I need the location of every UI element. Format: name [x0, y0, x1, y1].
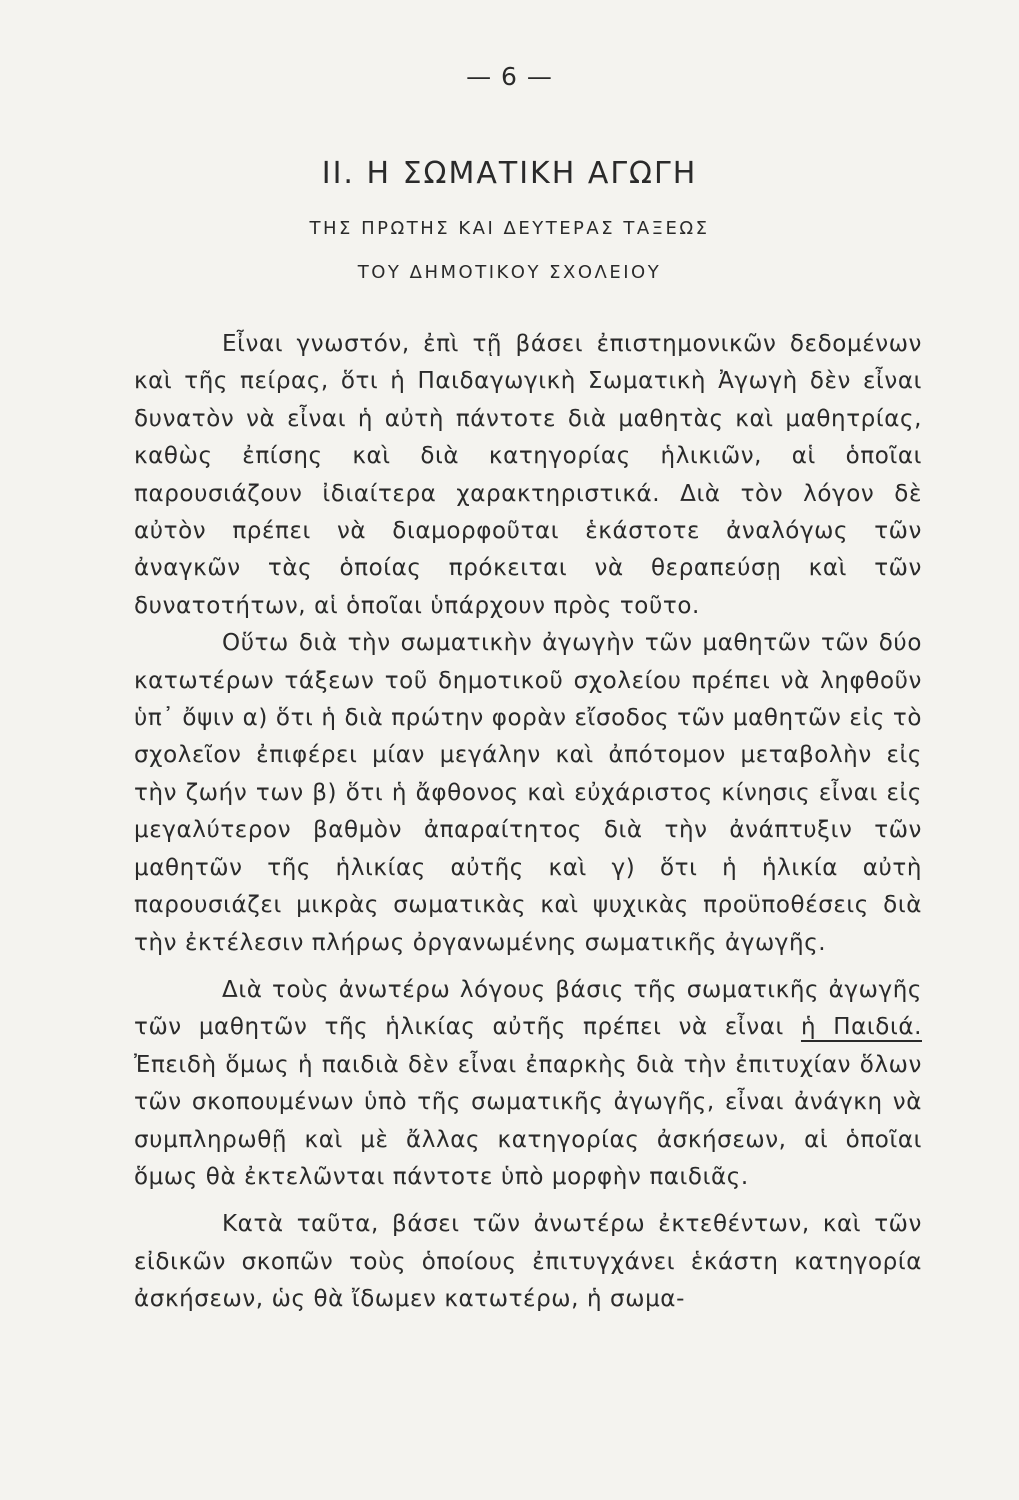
chapter-title: II. Η ΣΩΜΑΤΙΚΗ ΑΓΩΓΗ	[321, 156, 698, 191]
page-number: — 6 —	[466, 62, 553, 91]
paragraph-4: Κατὰ ταῦτα, βάσει τῶν ἀνωτέρω ἐκτεθέντων, καὶ τῶν εἰδικῶν σκοπῶν τοὺς ὁποίους ἐπιτυγχάνει ἑκάστη κατηγορία ἀσκήσεων, ὡς θὰ ἴδωμεν κατωτέρω, ἡ σωμα-	[134, 1211, 922, 1313]
paragraph-3-end: Ἐπειδὴ ὅμως ἡ παιδιὰ δὲν εἶναι ἐπαρκὴς διὰ τὴν ἐπιτυχίαν ὅλων τῶν σκοπουμένων ὑπὸ τῆς σωματικῆς ἀγωγῆς, εἶναι ἀνάγκη νὰ συμπληρωθῇ καὶ μὲ ἄλλας κατηγορίας ἀσκήσεων, αἱ ὁποῖαι ὅμως θὰ ἐκτελῶνται πάντοτε ὑπὸ μορφὴν παιδιᾶς.	[134, 1051, 922, 1190]
paragraph-3	[134, 972, 922, 1196]
body-text	[134, 326, 922, 1319]
chapter-subtitle-line1: ΤΗΣ ΠΡΩΤΗΣ ΚΑΙ ΔΕΥΤΕΡΑΣ ΤΑΞΕΩΣ	[309, 218, 710, 239]
paragraph-1: Εἶναι γνωστόν, ἐπὶ τῇ βάσει ἐπιστημονικῶν δεδομένων καὶ τῆς πείρας, ὅτι ἡ Παιδαγωγικὴ Σωματικὴ Ἀγωγὴ δὲν εἶναι δυνατὸν νὰ εἶναι ἡ αὐτὴ πάντοτε διὰ μαθητὰς καὶ μαθητρίας, καθὼς ἐπίσης καὶ διὰ κατηγορίας ἡλικιῶν, αἱ ὁποῖαι παρουσιάζουν ἰδιαίτερα χαρακτηριστικά. Διὰ τὸν λόγον δὲ αὐτὸν πρέπει νὰ διαμορφοῦται ἑκάστοτε ἀναλόγως τῶν ἀναγκῶν τὰς ὁποίας πρόκειται νὰ θεραπεύσῃ καὶ τῶν δυνατοτήτων, αἱ ὁποῖαι ὑπάρχουν πρὸς τοῦτο.	[134, 331, 922, 619]
paragraph-3-start: Διὰ τοὺς ἀνωτέρω λόγους βάσις τῆς σωματικῆς ἀγωγῆς τῶν μαθητῶν τῆς ἡλικίας αὐτῆς πρέπει νὰ εἶναι	[134, 976, 922, 1041]
chapter-subtitle-line2: ΤΟΥ ΔΗΜΟΤΙΚΟΥ ΣΧΟΛΕΙΟΥ	[357, 262, 662, 283]
paragraph-2: Οὕτω διὰ τὴν σωματικὴν ἀγωγὴν τῶν μαθητῶν τῶν δύο κατωτέρων τάξεων τοῦ δημοτικοῦ σχολείου πρέπει νὰ ληφθοῦν ὑπ᾽ ὄψιν α) ὅτι ἡ διὰ πρώτην φορὰν εἴσοδος τῶν μαθητῶν εἰς τὸ σχολεῖον ἐπιφέρει μίαν μεγάλην καὶ ἀπότομον μεταβολὴν εἰς τὴν ζωήν των β) ὅτι ἡ ἄφθονος καὶ εὐχάριστος κίνησις εἶναι εἰς μεγαλύτερον βαθμὸν ἀπαραίτητος διὰ τὴν ἀνάπτυξιν τῶν μαθητῶν τῆς ἡλικίας αὐτῆς καὶ γ) ὅτι ἡ ἡλικία αὐτὴ παρουσιάζει μικρὰς σωματικὰς καὶ ψυχικὰς προϋποθέσεις διὰ τὴν ἐκτέλεσιν πλήρως ὀργανωμένης σωματικῆς ἀγωγῆς.	[134, 630, 922, 956]
underlined-term: ἡ Παιδιά.	[800, 1014, 922, 1041]
